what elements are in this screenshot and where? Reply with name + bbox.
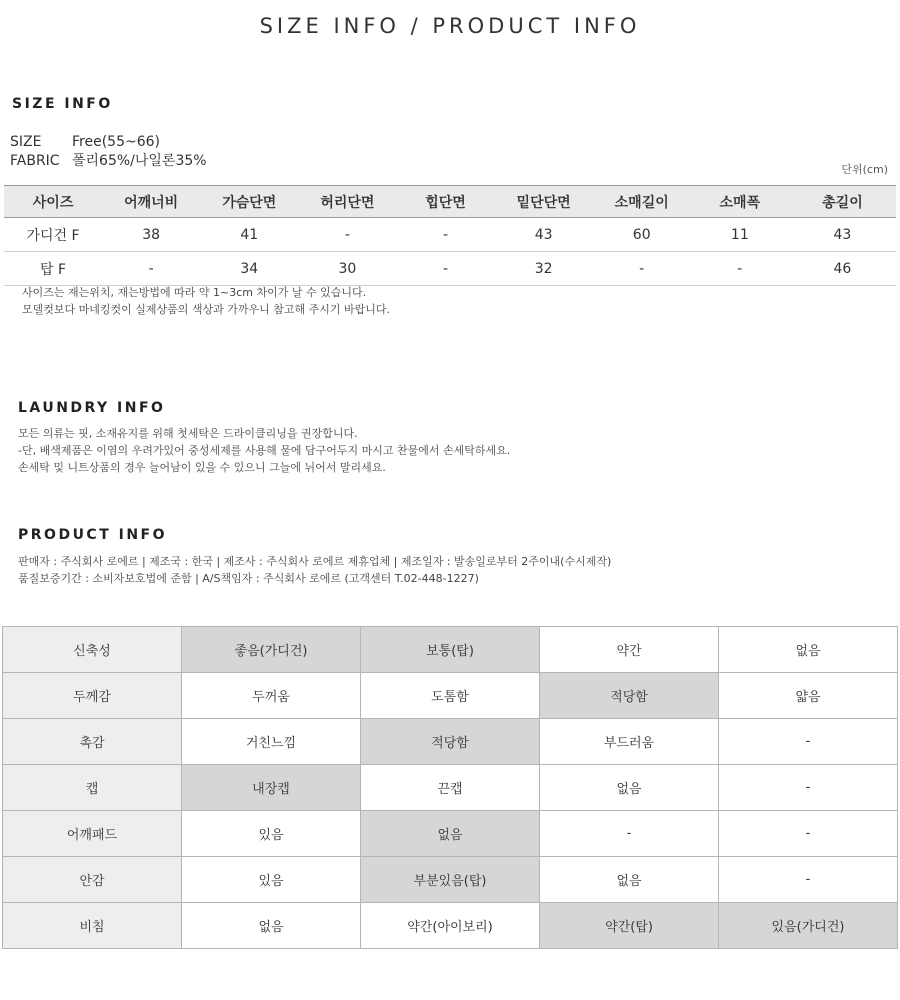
attribute-option: 부드러움 xyxy=(540,719,719,765)
attribute-label: 신축성 xyxy=(3,627,182,673)
table-cell: 탑 F xyxy=(4,252,102,286)
attribute-option: 얇음 xyxy=(719,673,898,719)
table-cell: - xyxy=(298,218,396,252)
attribute-option: 없음 xyxy=(540,765,719,811)
attribute-label: 캡 xyxy=(3,765,182,811)
size-table-header: 힙단면 xyxy=(396,186,494,218)
size-table xyxy=(4,185,896,286)
table-cell: 43 xyxy=(789,218,896,252)
size-notes xyxy=(22,284,390,318)
attribute-label: 비침 xyxy=(3,903,182,949)
page-title: SIZE INFO / PRODUCT INFO xyxy=(259,14,641,38)
attribute-option: 거친느낌 xyxy=(182,719,361,765)
product-attributes-table xyxy=(2,626,898,949)
laundry-info-heading: LAUNDRY INFO xyxy=(18,400,166,416)
unit-label: 단위(cm) xyxy=(841,163,888,176)
table-row xyxy=(4,218,896,252)
attribute-option: - xyxy=(719,857,898,903)
table-cell: - xyxy=(691,252,789,286)
size-table-header: 어깨너비 xyxy=(102,186,200,218)
table-cell: 30 xyxy=(298,252,396,286)
attribute-option: 없음 xyxy=(540,857,719,903)
laundry-line: 모든 의류는 핏, 소재유지를 위해 첫세탁은 드라이클리닝을 권장합니다. xyxy=(18,427,358,440)
attribute-label: 촉감 xyxy=(3,719,182,765)
table-cell: 11 xyxy=(691,218,789,252)
attribute-label: 어깨패드 xyxy=(3,811,182,857)
table-cell: - xyxy=(396,252,494,286)
attribute-option: 약간(탑) xyxy=(540,903,719,949)
laundry-notes xyxy=(18,425,510,476)
attribute-option: 있음(가디건) xyxy=(719,903,898,949)
table-cell: 32 xyxy=(495,252,593,286)
size-table-header: 소매폭 xyxy=(691,186,789,218)
size-info-heading: SIZE INFO xyxy=(12,96,113,112)
attribute-option: 없음 xyxy=(361,811,540,857)
laundry-line: 손세탁 및 니트상품의 경우 늘어남이 있을 수 있으니 그늘에 뉘어서 말리세요. xyxy=(18,461,386,474)
attribute-option: 없음 xyxy=(719,627,898,673)
size-table-header: 허리단면 xyxy=(298,186,396,218)
fabric-value: 폴리65%/나일론35% xyxy=(72,153,207,169)
attribute-row xyxy=(3,903,898,949)
product-notes xyxy=(18,553,611,587)
size-table-header: 총길이 xyxy=(789,186,896,218)
attribute-option: 없음 xyxy=(182,903,361,949)
table-cell: - xyxy=(593,252,691,286)
attribute-option: 적당함 xyxy=(540,673,719,719)
laundry-line: -단, 배색제품은 이염의 우려가있어 중성세제를 사용해 물에 담구어두지 마시고 찬물에서 손세탁하세요. xyxy=(18,444,511,457)
size-table-header: 밑단단면 xyxy=(495,186,593,218)
size-table-header: 소매길이 xyxy=(593,186,691,218)
fabric-row xyxy=(10,150,207,170)
product-line: 품질보증기간 : 소비자보호법에 준함 | A/S책임자 : 주식회사 로에르 (고객센터 T.02-448-1227) xyxy=(18,572,479,585)
attribute-option: 도톰함 xyxy=(361,673,540,719)
attribute-option: - xyxy=(719,811,898,857)
size-table-header: 사이즈 xyxy=(4,186,102,218)
table-row xyxy=(4,252,896,286)
table-cell: 46 xyxy=(789,252,896,286)
size-note: 사이즈는 재는위치, 재는방법에 따라 약 1~3cm 차이가 날 수 있습니다. xyxy=(22,286,367,299)
attribute-option: 끈캡 xyxy=(361,765,540,811)
attribute-option: 좋음(가디건) xyxy=(182,627,361,673)
attribute-option: 있음 xyxy=(182,857,361,903)
attribute-option: 내장캡 xyxy=(182,765,361,811)
attribute-label: 두께감 xyxy=(3,673,182,719)
attribute-option: 보통(탑) xyxy=(361,627,540,673)
attribute-option: 두꺼움 xyxy=(182,673,361,719)
attribute-option: 약간 xyxy=(540,627,719,673)
attribute-row xyxy=(3,719,898,765)
table-cell: 가디건 F xyxy=(4,218,102,252)
attribute-option: - xyxy=(719,719,898,765)
table-cell: 34 xyxy=(200,252,298,286)
size-value: Free(55~66) xyxy=(72,134,160,150)
attribute-label: 안감 xyxy=(3,857,182,903)
attribute-option: - xyxy=(719,765,898,811)
table-cell: 60 xyxy=(593,218,691,252)
attribute-row xyxy=(3,765,898,811)
attribute-row xyxy=(3,811,898,857)
size-table-header: 가슴단면 xyxy=(200,186,298,218)
attribute-row xyxy=(3,673,898,719)
fabric-label: FABRIC xyxy=(10,153,60,169)
product-line: 판매자 : 주식회사 로에르 | 제조국 : 한국 | 제조사 : 주식회사 로에르 제휴업체 | 제조일자 : 발송일로부터 2주이내(수시제작) xyxy=(18,555,612,568)
table-cell: 43 xyxy=(495,218,593,252)
attribute-option: 약간(아이보리) xyxy=(361,903,540,949)
table-cell: 38 xyxy=(102,218,200,252)
attribute-option: 부분있음(탑) xyxy=(361,857,540,903)
table-cell: - xyxy=(396,218,494,252)
table-cell: - xyxy=(102,252,200,286)
attribute-row xyxy=(3,857,898,903)
product-info-heading: PRODUCT INFO xyxy=(18,527,168,543)
size-row xyxy=(10,134,160,150)
size-table-header-row xyxy=(4,186,896,218)
size-label: SIZE xyxy=(10,134,42,150)
table-cell: 41 xyxy=(200,218,298,252)
attribute-option: - xyxy=(540,811,719,857)
attribute-row xyxy=(3,627,898,673)
attribute-option: 적당함 xyxy=(361,719,540,765)
attribute-option: 있음 xyxy=(182,811,361,857)
size-note: 모델컷보다 마네킹컷이 실제상품의 색상과 가까우니 참고해 주시기 바랍니다. xyxy=(22,303,391,316)
